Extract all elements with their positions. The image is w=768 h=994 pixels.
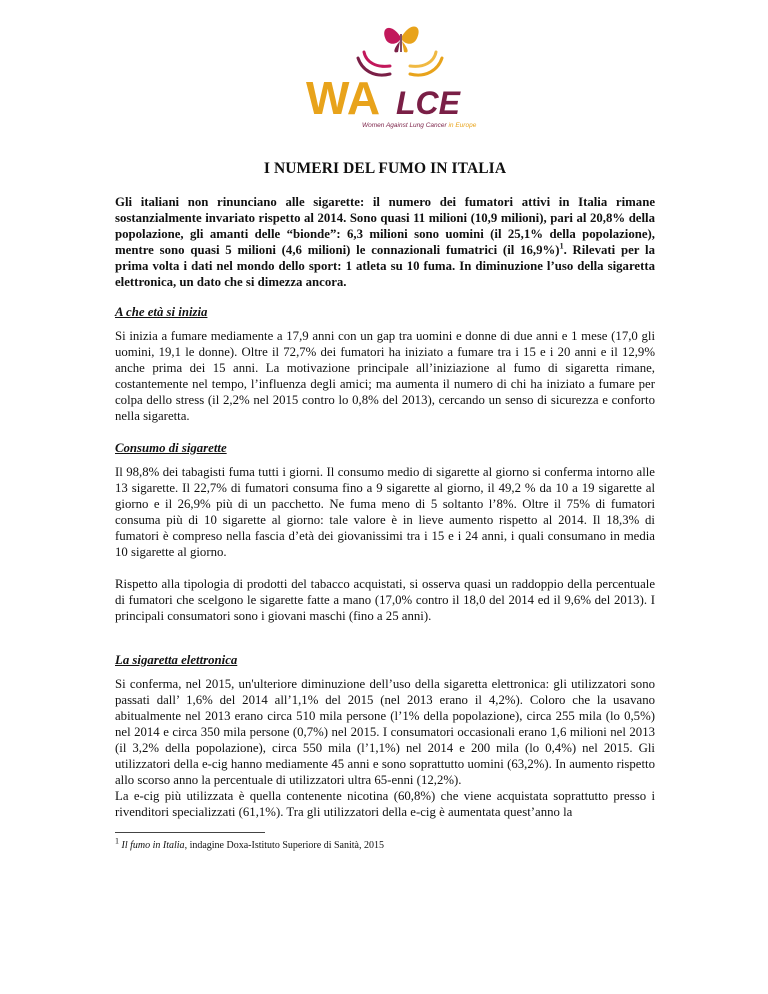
footnote <box>115 836 655 852</box>
lead-paragraph <box>115 194 655 290</box>
section-heading-consumption: Consumo di sigarette <box>115 441 227 455</box>
logo-wa-text: WA <box>306 72 381 124</box>
footnote-title: Il fumo in Italia <box>121 840 185 851</box>
section-text-ecig-2: La e-cig più utilizzata è quella contenente nicotina (60,8%) che viene acquistata soprattutto presso i rivenditori specializzati (61,1%). Tra gli utilizzatori della e-cig è aumentata quest’anno la <box>115 789 655 819</box>
lead-text: Gli italiani non rinunciano alle sigarette: il numero dei fumatori attivi in Italia rimane sostanzialmente invariato rispetto al 2014. Sono quasi 11 milioni (10,9 milioni), pari al 20,8% della popolazione, gli amanti delle “bionde”: 6,3 milioni sono uomini (il 25,1% della popolazione), mentre sono quasi 5 milioni (4,6 milioni) le connazionali fumatrici (il 16,9%) <box>115 195 655 257</box>
section-heading-ecig: La sigaretta elettronica <box>115 653 238 667</box>
document-body <box>115 160 655 852</box>
footnote-ref: 1 <box>559 241 564 251</box>
lead-tail: . Rilevati per la prima volta i dati nel mondo dello sport: 1 atleta su 10 fuma. In diminuzione l’uso della sigaretta elettronica, un dato che si dimezza ancora. <box>115 243 655 289</box>
butterfly-icon <box>384 26 418 52</box>
section-text-consumption-2: Rispetto alla tipologia di prodotti del tabacco acquistati, si osserva quasi un raddoppio della percentuale di fumatori che scelgono le sigarette fatte a mano (17,0% contro il 18,0 del 2014 ed il 9,6% del 2013). I principali consumatori sono i giovani maschi (fino a 25 anni). <box>115 577 655 623</box>
document-title: I NUMERI DEL FUMO IN ITALIA <box>263 160 507 177</box>
logo-tagline <box>362 122 522 129</box>
walce-logo <box>300 14 477 134</box>
walce-logo-graphic <box>300 14 470 124</box>
section-text-consumption-1: Il 98,8% dei tabagisti fuma tutti i giorni. Il consumo medio di sigarette al giorno si conferma intorno alle 13 sigarette. Il 22,7% di fumatori consuma fino a 9 sigarette al giorno, il 49,2 % da 10 a 19 sigarette al giorno e il 26,9% più di un pacchetto. Ne fuma meno di 5 soltanto l’8%. Oltre il 75% di fumatori consuma più di 10 sigarette al giorno: tale valore è in lieve aumento rispetto al 2014. Il 18,3% di fumatori è compreso nella fascia d’età dei giovanissimi tra i 15 e i 24 anni, i quali consumano in media 10 sigarette al giorno. <box>115 465 655 559</box>
footnote-source: , indagine Doxa-Istituto Superiore di Sanità, 2015 <box>184 840 384 851</box>
logo-tagline-region: in Europe <box>448 122 477 129</box>
footnote-number: 1 <box>115 836 119 846</box>
footnote-divider <box>115 832 265 833</box>
logo-tagline-main: Women Against Lung Cancer <box>362 122 447 129</box>
section-heading-age: A che età si inizia <box>115 305 208 319</box>
logo-lce-text: LCE <box>396 85 460 121</box>
section-text-age: Si inizia a fumare mediamente a 17,9 anni con un gap tra uomini e donne di due anni e 1 mese (17,0 gli uomini, 19,1 le donne). Oltre il 72,7% dei fumatori ha iniziato a fumare tra i 15 e i 20 anni e il 12,9% anche prima dei 15 anni. La motivazione principale all’iniziazione al fumo di sigaretta rimane, costantemente nel tempo, l’influenza degli amici; ma aumenta il numero di chi ha iniziato a fumare per colpa dello stress (il 2,2% nel 2015 contro lo 0,8% del 2013), cercando un senso di sicurezza e conforto nella sigaretta. <box>115 329 655 423</box>
section-text-ecig-1: Si conferma, nel 2015, un'ulteriore diminuzione dell’uso della sigaretta elettronica: gli utilizzatori sono passati dall’ 1,6% del 2014 all’1,1% del 2015 (nel 2013 erano il 4,2%). Coloro che la usavano abitualmente nel 2013 erano circa 510 mila persone (l’1% della popolazione), circa 255 mila (lo 0,5%) nel 2014 e circa 350 mila persone (0,7%) nel 2015. I consumatori occasionali erano 1,6 milioni nel 2013 (il 3,2% della popolazione), circa 550 mila (l’1,1%) nel 2014 e 200 mila (lo 0,4%) nel 2015. Gli utilizzatori della e-cig hanno mediamente 45 anni e sono soprattutto uomini (63,2%). In aumento rispetto allo scorso anno la percentuale di utilizzatori ultra 65-enni (12,2%). <box>115 677 655 787</box>
